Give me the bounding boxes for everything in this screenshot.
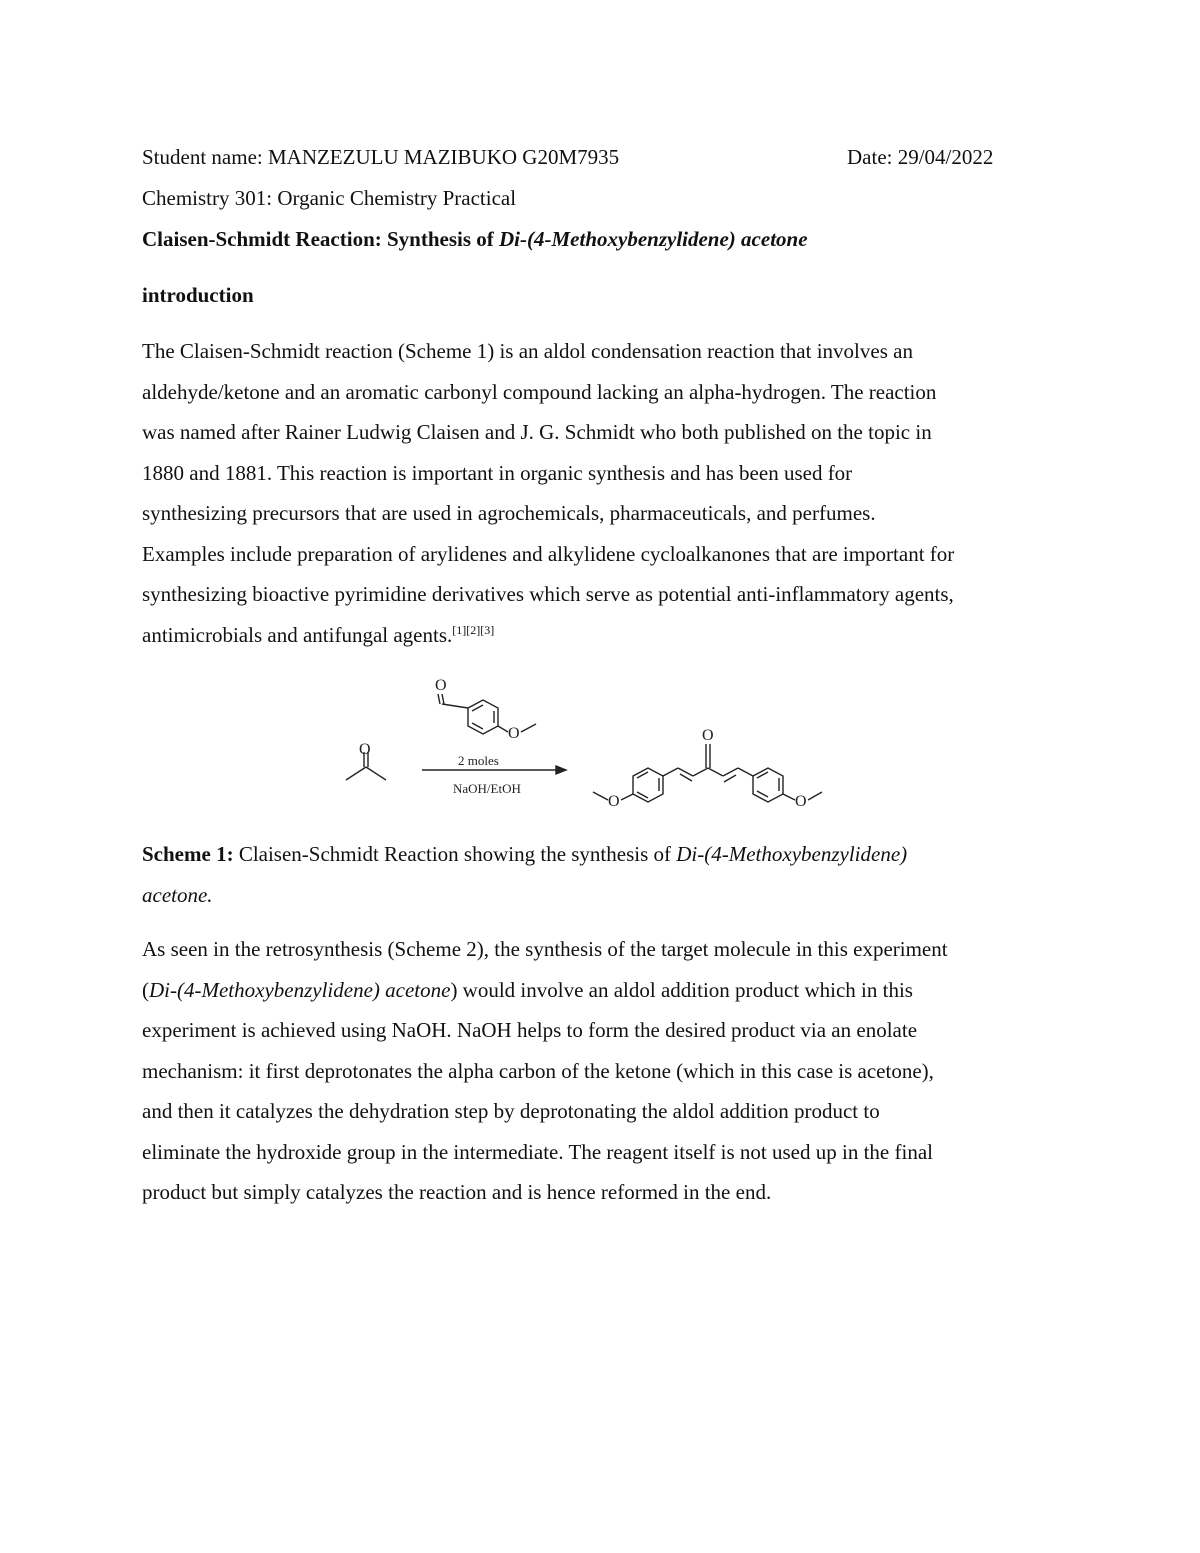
intro-paragraph: [142, 339, 1062, 663]
retro-line: and then it catalyzes the dehydration step by deprotonating the aldol addition product to: [142, 1099, 880, 1123]
retro-line: product but simply catalyzes the reaction and is hence reformed in the end.: [142, 1180, 772, 1204]
arrow-label-conditions: NaOH/EtOH: [453, 781, 521, 796]
acetone-structure: [346, 741, 386, 780]
intro-line: synthesizing bioactive pyrimidine derivatives which serve as potential anti-inflammatory agents,: [142, 582, 954, 606]
retrosynthesis-paragraph: [142, 937, 1062, 1221]
retro-line: As seen in the retrosynthesis (Scheme 2), the synthesis of the target molecule in this experiment: [142, 937, 948, 961]
scheme-caption-compound: Di-(4-Methoxybenzylidene): [676, 842, 908, 866]
course-title: Chemistry 301: Organic Chemistry Practical: [142, 186, 517, 210]
reaction-arrow: [422, 753, 566, 796]
atom-o-label: O: [359, 741, 371, 758]
atom-o-label: O: [702, 727, 714, 744]
atom-o-label: O: [435, 677, 447, 694]
retro-line: mechanism: it first deprotonates the alpha carbon of the ketone (which in this case is acetone),: [142, 1058, 934, 1083]
scheme-caption: [142, 842, 907, 866]
report-title-prefix: Claisen-Schmidt Reaction: Synthesis of: [142, 227, 500, 251]
retro-compound: Di-(4-Methoxybenzylidene) acetone: [149, 977, 451, 1002]
retro-line: [142, 978, 1062, 1019]
intro-line: The Claisen-Schmidt reaction (Scheme 1) is an aldol condensation reaction that involves an: [142, 339, 913, 363]
retro-line: eliminate the hydroxide group in the intermediate. The reagent itself is not used up in the final: [142, 1139, 933, 1164]
intro-line: was named after Rainer Ludwig Claisen and J. G. Schmidt who both published on the topic in: [142, 420, 932, 444]
student-name: Student name: MANZEZULU MAZIBUKO G20M7935: [142, 145, 620, 169]
scheme-caption-label: Scheme 1:: [142, 842, 234, 866]
intro-line-last: [142, 623, 1062, 664]
arrow-label-moles: 2 moles: [458, 753, 499, 768]
retro-line2-rest: ) would involve an aldol addition product which in this: [450, 977, 913, 1002]
report-title-compound: Di-(4-Methoxybenzylidene) acetone: [499, 227, 808, 251]
atom-o-label: O: [508, 725, 520, 742]
intro-line: synthesizing precursors that are used in agrochemicals, pharmaceuticals, and perfumes.: [142, 501, 876, 525]
retro-paren-open: (: [142, 977, 149, 1002]
atom-o-label: O: [608, 793, 620, 810]
anisaldehyde-structure: [435, 677, 536, 742]
scheme-caption-continued: acetone.: [142, 883, 213, 907]
intro-line: Examples include preparation of arylidenes and alkylidene cycloalkanones that are important for: [142, 541, 955, 566]
retro-line: experiment is achieved using NaOH. NaOH helps to form the desired product via an enolate: [142, 1018, 918, 1042]
atom-o-label: O: [795, 793, 807, 810]
intro-line: aldehyde/ketone and an aromatic carbonyl compound lacking an alpha-hydrogen. The reaction: [142, 379, 937, 404]
date: Date: 29/04/2022: [847, 145, 994, 169]
scheme-caption-text: Claisen-Schmidt Reaction showing the synthesis of: [233, 842, 677, 866]
reaction-scheme: [330, 670, 870, 820]
report-title: [142, 227, 808, 251]
product-structure: [593, 727, 822, 810]
section-heading-introduction: introduction: [142, 283, 254, 307]
intro-last-text: antimicrobials and antifungal agents.: [142, 622, 453, 647]
intro-line: 1880 and 1881. This reaction is important in organic synthesis and has been used for: [142, 460, 853, 485]
reference-markers: [1][2][3]: [452, 622, 495, 637]
